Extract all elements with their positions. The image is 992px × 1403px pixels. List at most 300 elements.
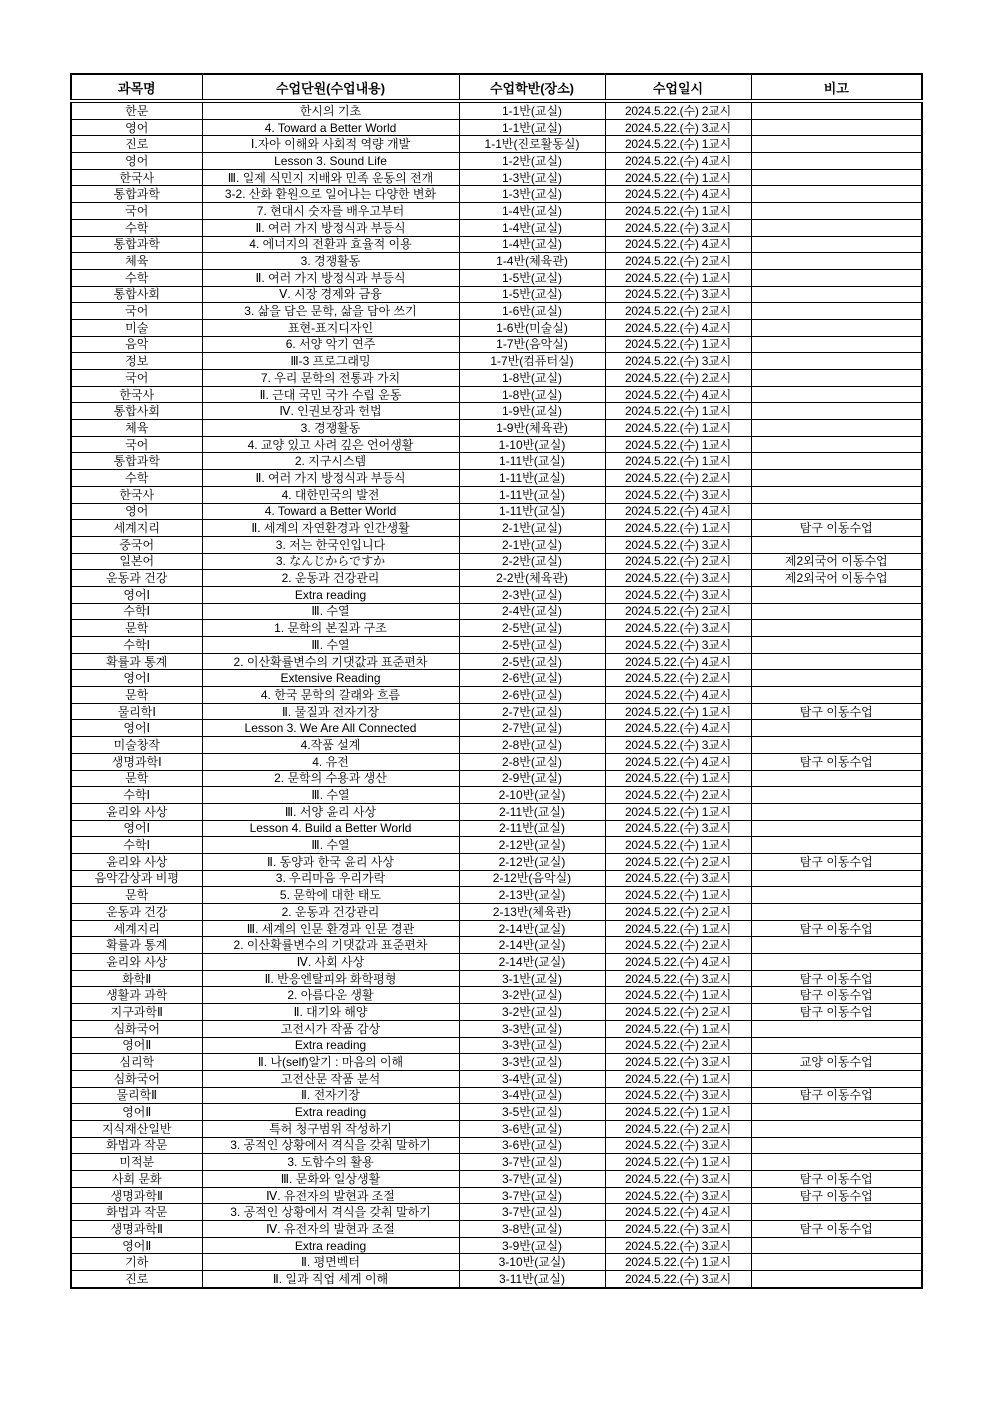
cell-unit: 3. なんじからですか	[202, 553, 459, 570]
table-row	[71, 837, 922, 854]
table-row	[71, 286, 922, 303]
cell-class-location: 1-2반(교실)	[459, 153, 605, 170]
cell-subject: 운동과 건강	[71, 904, 202, 921]
cell-note	[751, 887, 922, 904]
cell-note: 탐구 이동수업	[751, 1187, 922, 1204]
table-row	[71, 336, 922, 353]
cell-note	[751, 586, 922, 603]
cell-unit: Lesson 3. We Are All Connected	[202, 720, 459, 737]
cell-subject: 지구과학Ⅱ	[71, 1004, 202, 1021]
cell-datetime: 2024.5.22.(수) 1교시	[605, 1104, 751, 1121]
cell-datetime: 2024.5.22.(수) 1교시	[605, 269, 751, 286]
cell-unit: Ⅰ.자아 이해와 사회적 역량 개발	[202, 136, 459, 153]
cell-class-location: 2-11반(교실)	[459, 803, 605, 820]
cell-unit: 2. 문학의 수용과 생산	[202, 770, 459, 787]
cell-unit: 한시의 기초	[202, 101, 459, 119]
cell-subject: 생명과학Ⅰ	[71, 753, 202, 770]
table-row	[71, 1221, 922, 1238]
cell-unit: 3. 공적인 상황에서 격식을 갖춰 말하기	[202, 1204, 459, 1221]
cell-unit: 2. 운동과 건강관리	[202, 570, 459, 587]
cell-note	[751, 1120, 922, 1137]
cell-datetime: 2024.5.22.(수) 1교시	[605, 520, 751, 537]
cell-unit: 3-2. 산화 환원으로 일어나는 다양한 변화	[202, 186, 459, 203]
cell-subject: 국어	[71, 303, 202, 320]
cell-note: 탐구 이동수업	[751, 1087, 922, 1104]
cell-class-location: 1-7반(음악실)	[459, 336, 605, 353]
cell-unit: 7. 우리 문학의 전통과 가치	[202, 370, 459, 387]
cell-class-location: 2-8반(교실)	[459, 737, 605, 754]
cell-subject: 체육	[71, 420, 202, 437]
table-row	[71, 653, 922, 670]
cell-note	[751, 453, 922, 470]
cell-unit: Ⅱ. 일과 직업 세계 이해	[202, 1271, 459, 1288]
cell-note	[751, 420, 922, 437]
cell-datetime: 2024.5.22.(수) 1교시	[605, 703, 751, 720]
header-note: 비고	[751, 74, 922, 101]
cell-datetime: 2024.5.22.(수) 1교시	[605, 920, 751, 937]
cell-unit: Ⅲ. 세계의 인문 환경과 인문 경관	[202, 920, 459, 937]
cell-subject: 물리학Ⅱ	[71, 1087, 202, 1104]
cell-subject: 미술창작	[71, 737, 202, 754]
cell-note	[751, 1154, 922, 1171]
cell-note	[751, 136, 922, 153]
cell-note: 제2외국어 이동수업	[751, 570, 922, 587]
cell-unit: Lesson 4. Build a Better World	[202, 820, 459, 837]
table-header	[71, 74, 922, 101]
cell-subject: 세계지리	[71, 920, 202, 937]
cell-datetime: 2024.5.22.(수) 1교시	[605, 436, 751, 453]
cell-class-location: 2-2반(교실)	[459, 553, 605, 570]
cell-class-location: 2-8반(교실)	[459, 753, 605, 770]
cell-unit: 4. 한국 문학의 갈래와 흐름	[202, 687, 459, 704]
cell-datetime: 2024.5.22.(수) 1교시	[605, 1154, 751, 1171]
cell-unit: 3. 경쟁활동	[202, 420, 459, 437]
cell-class-location: 3-4반(교실)	[459, 1070, 605, 1087]
cell-datetime: 2024.5.22.(수) 1교시	[605, 1254, 751, 1271]
cell-note	[751, 653, 922, 670]
cell-class-location: 1-3반(교실)	[459, 186, 605, 203]
cell-note	[751, 403, 922, 420]
cell-note: 탐구 이동수업	[751, 1221, 922, 1238]
cell-class-location: 2-1반(교실)	[459, 536, 605, 553]
cell-datetime: 2024.5.22.(수) 3교시	[605, 1237, 751, 1254]
cell-class-location: 3-7반(교실)	[459, 1187, 605, 1204]
table-row	[71, 787, 922, 804]
cell-note	[751, 186, 922, 203]
table-row	[71, 503, 922, 520]
cell-note	[751, 1271, 922, 1288]
cell-datetime: 2024.5.22.(수) 4교시	[605, 753, 751, 770]
cell-datetime: 2024.5.22.(수) 4교시	[605, 186, 751, 203]
cell-subject: 영어Ⅱ	[71, 1037, 202, 1054]
cell-subject: 문학	[71, 620, 202, 637]
table-row	[71, 203, 922, 220]
table-row	[71, 420, 922, 437]
cell-class-location: 2-12반(음악실)	[459, 870, 605, 887]
cell-class-location: 3-4반(교실)	[459, 1087, 605, 1104]
cell-unit: Ⅱ. 여러 가지 방정식과 부등식	[202, 219, 459, 236]
cell-datetime: 2024.5.22.(수) 3교시	[605, 119, 751, 136]
header-row	[71, 74, 922, 101]
cell-class-location: 2-6반(교실)	[459, 670, 605, 687]
cell-datetime: 2024.5.22.(수) 3교시	[605, 1271, 751, 1288]
cell-class-location: 1-11반(교실)	[459, 503, 605, 520]
cell-subject: 한국사	[71, 386, 202, 403]
cell-class-location: 1-3반(교실)	[459, 169, 605, 186]
table-row	[71, 803, 922, 820]
cell-class-location: 2-13반(교실)	[459, 887, 605, 904]
cell-datetime: 2024.5.22.(수) 4교시	[605, 653, 751, 670]
cell-unit: 2. 이산확률변수의 기댓값과 표준편차	[202, 653, 459, 670]
table-row	[71, 169, 922, 186]
cell-subject: 진로	[71, 1271, 202, 1288]
cell-note	[751, 353, 922, 370]
table-row	[71, 970, 922, 987]
table-row	[71, 353, 922, 370]
cell-note	[751, 1070, 922, 1087]
cell-class-location: 2-13반(체육관)	[459, 904, 605, 921]
cell-class-location: 2-14반(교실)	[459, 954, 605, 971]
cell-class-location: 2-14반(교실)	[459, 920, 605, 937]
table-row	[71, 1187, 922, 1204]
cell-note	[751, 1237, 922, 1254]
cell-unit: Ⅲ. 수열	[202, 787, 459, 804]
header-subject: 과목명	[71, 74, 202, 101]
cell-subject: 한문	[71, 101, 202, 119]
cell-class-location: 1-4반(체육관)	[459, 253, 605, 270]
cell-datetime: 2024.5.22.(수) 3교시	[605, 1221, 751, 1238]
cell-unit: Ⅱ. 동양과 한국 윤리 사상	[202, 853, 459, 870]
table-row	[71, 987, 922, 1004]
cell-datetime: 2024.5.22.(수) 1교시	[605, 169, 751, 186]
cell-subject: 음악	[71, 336, 202, 353]
cell-class-location: 3-7반(교실)	[459, 1204, 605, 1221]
cell-datetime: 2024.5.22.(수) 2교시	[605, 553, 751, 570]
cell-unit: Ⅳ. 유전자의 발현과 조절	[202, 1187, 459, 1204]
cell-subject: 생명과학Ⅱ	[71, 1187, 202, 1204]
cell-subject: 화법과 작문	[71, 1204, 202, 1221]
cell-unit: 2. 지구시스템	[202, 453, 459, 470]
cell-unit: Ⅱ. 여러 가지 방정식과 부등식	[202, 470, 459, 487]
cell-datetime: 2024.5.22.(수) 3교시	[605, 1137, 751, 1154]
cell-unit: Ⅲ. 수열	[202, 603, 459, 620]
cell-class-location: 2-11반(교실)	[459, 820, 605, 837]
cell-class-location: 1-8반(교실)	[459, 370, 605, 387]
cell-subject: 통합사회	[71, 403, 202, 420]
cell-note	[751, 119, 922, 136]
cell-datetime: 2024.5.22.(수) 1교시	[605, 770, 751, 787]
cell-note	[751, 603, 922, 620]
cell-class-location: 2-2반(체육관)	[459, 570, 605, 587]
cell-unit: 3. 저는 한국인입니다	[202, 536, 459, 553]
cell-datetime: 2024.5.22.(수) 3교시	[605, 1087, 751, 1104]
cell-subject: 확률과 통계	[71, 653, 202, 670]
cell-subject: 통합과학	[71, 453, 202, 470]
cell-subject: 화학Ⅱ	[71, 970, 202, 987]
cell-subject: 수학	[71, 219, 202, 236]
cell-unit: Extra reading	[202, 1037, 459, 1054]
cell-datetime: 2024.5.22.(수) 1교시	[605, 803, 751, 820]
cell-datetime: 2024.5.22.(수) 2교시	[605, 904, 751, 921]
table-row	[71, 820, 922, 837]
cell-class-location: 3-11반(교실)	[459, 1271, 605, 1288]
cell-note	[751, 837, 922, 854]
cell-subject: 윤리와 사상	[71, 954, 202, 971]
class-schedule-table	[70, 73, 923, 1289]
cell-datetime: 2024.5.22.(수) 2교시	[605, 303, 751, 320]
cell-note	[751, 436, 922, 453]
cell-datetime: 2024.5.22.(수) 1교시	[605, 987, 751, 1004]
table-row	[71, 620, 922, 637]
cell-datetime: 2024.5.22.(수) 2교시	[605, 370, 751, 387]
table-row	[71, 1037, 922, 1054]
cell-subject: 중국어	[71, 536, 202, 553]
cell-class-location: 2-12반(교실)	[459, 837, 605, 854]
cell-subject: 음악감상과 비평	[71, 870, 202, 887]
cell-class-location: 3-7반(교실)	[459, 1171, 605, 1188]
cell-note	[751, 1137, 922, 1154]
cell-datetime: 2024.5.22.(수) 3교시	[605, 570, 751, 587]
cell-unit: Ⅲ. 문화와 일상생활	[202, 1171, 459, 1188]
cell-subject: 통합사회	[71, 286, 202, 303]
cell-subject: 심리학	[71, 1054, 202, 1071]
cell-class-location: 3-7반(교실)	[459, 1154, 605, 1171]
cell-datetime: 2024.5.22.(수) 3교시	[605, 353, 751, 370]
cell-class-location: 3-10반(교실)	[459, 1254, 605, 1271]
table-row	[71, 586, 922, 603]
table-row	[71, 1004, 922, 1021]
cell-note	[751, 470, 922, 487]
cell-datetime: 2024.5.22.(수) 3교시	[605, 637, 751, 654]
cell-subject: 생활과 과학	[71, 987, 202, 1004]
cell-datetime: 2024.5.22.(수) 2교시	[605, 1004, 751, 1021]
cell-datetime: 2024.5.22.(수) 3교시	[605, 586, 751, 603]
cell-class-location: 2-12반(교실)	[459, 853, 605, 870]
cell-class-location: 1-1반(교실)	[459, 101, 605, 119]
table-row	[71, 370, 922, 387]
cell-class-location: 3-2반(교실)	[459, 1004, 605, 1021]
cell-datetime: 2024.5.22.(수) 1교시	[605, 420, 751, 437]
cell-note	[751, 870, 922, 887]
cell-datetime: 2024.5.22.(수) 2교시	[605, 1120, 751, 1137]
cell-subject: 영어	[71, 119, 202, 136]
table-row	[71, 920, 922, 937]
cell-class-location: 2-7반(교실)	[459, 703, 605, 720]
cell-unit: 2. 아름다운 생활	[202, 987, 459, 1004]
cell-subject: 국어	[71, 436, 202, 453]
table-row	[71, 303, 922, 320]
table-row	[71, 1070, 922, 1087]
cell-unit: 2. 운동과 건강관리	[202, 904, 459, 921]
cell-datetime: 2024.5.22.(수) 4교시	[605, 319, 751, 336]
cell-datetime: 2024.5.22.(수) 2교시	[605, 787, 751, 804]
cell-datetime: 2024.5.22.(수) 2교시	[605, 670, 751, 687]
cell-subject: 기하	[71, 1254, 202, 1271]
cell-datetime: 2024.5.22.(수) 3교시	[605, 536, 751, 553]
cell-unit: 4.작품 설계	[202, 737, 459, 754]
cell-subject: 수학Ⅰ	[71, 603, 202, 620]
cell-unit: 고전시가 작품 감상	[202, 1020, 459, 1037]
cell-note	[751, 720, 922, 737]
cell-class-location: 1-9반(체육관)	[459, 420, 605, 437]
cell-subject: 확률과 통계	[71, 937, 202, 954]
table-row	[71, 737, 922, 754]
cell-note	[751, 904, 922, 921]
cell-unit: 3. 우리마음 우리가락	[202, 870, 459, 887]
cell-subject: 지식재산일반	[71, 1120, 202, 1137]
cell-class-location: 2-5반(교실)	[459, 637, 605, 654]
cell-class-location: 2-4반(교실)	[459, 603, 605, 620]
table-row	[71, 153, 922, 170]
cell-subject: 미적분	[71, 1154, 202, 1171]
cell-unit: Ⅲ. 서양 윤리 사상	[202, 803, 459, 820]
cell-subject: 영어	[71, 503, 202, 520]
cell-subject: 수학Ⅰ	[71, 787, 202, 804]
cell-note: 제2외국어 이동수업	[751, 553, 922, 570]
cell-datetime: 2024.5.22.(수) 3교시	[605, 870, 751, 887]
cell-note: 탐구 이동수업	[751, 987, 922, 1004]
cell-subject: 문학	[71, 770, 202, 787]
table-row	[71, 403, 922, 420]
cell-datetime: 2024.5.22.(수) 4교시	[605, 503, 751, 520]
cell-subject: 윤리와 사상	[71, 803, 202, 820]
table-row	[71, 269, 922, 286]
cell-note: 탐구 이동수업	[751, 1004, 922, 1021]
table-row	[71, 770, 922, 787]
cell-unit: Ⅴ. 시장 경제와 금융	[202, 286, 459, 303]
cell-note	[751, 253, 922, 270]
cell-unit: 4. Toward a Better World	[202, 119, 459, 136]
cell-subject: 사회 문화	[71, 1171, 202, 1188]
cell-subject: 수학Ⅰ	[71, 637, 202, 654]
cell-datetime: 2024.5.22.(수) 1교시	[605, 1020, 751, 1037]
cell-subject: 생명과학Ⅱ	[71, 1221, 202, 1238]
cell-note: 탐구 이동수업	[751, 703, 922, 720]
table-row	[71, 219, 922, 236]
cell-unit: Ⅳ. 사회 사상	[202, 954, 459, 971]
cell-unit: 5. 문학에 대한 태도	[202, 887, 459, 904]
cell-class-location: 1-11반(교실)	[459, 453, 605, 470]
cell-class-location: 1-9반(교실)	[459, 403, 605, 420]
cell-datetime: 2024.5.22.(수) 2교시	[605, 253, 751, 270]
cell-subject: 화법과 작문	[71, 1137, 202, 1154]
cell-class-location: 1-1반(진로활동실)	[459, 136, 605, 153]
cell-datetime: 2024.5.22.(수) 1교시	[605, 887, 751, 904]
table-row	[71, 1171, 922, 1188]
cell-note	[751, 1204, 922, 1221]
table-row	[71, 1020, 922, 1037]
cell-note	[751, 336, 922, 353]
table-row	[71, 186, 922, 203]
table-row	[71, 937, 922, 954]
cell-datetime: 2024.5.22.(수) 3교시	[605, 1054, 751, 1071]
cell-class-location: 3-3반(교실)	[459, 1020, 605, 1037]
schedule-body	[71, 101, 922, 1288]
cell-class-location: 3-5반(교실)	[459, 1104, 605, 1121]
cell-unit: Ⅳ. 유전자의 발현과 조절	[202, 1221, 459, 1238]
cell-class-location: 3-6반(교실)	[459, 1120, 605, 1137]
cell-unit: Ⅱ. 근대 국민 국가 수립 운동	[202, 386, 459, 403]
cell-note	[751, 737, 922, 754]
table-row	[71, 470, 922, 487]
cell-unit: 4. 교양 있고 사려 깊은 언어생활	[202, 436, 459, 453]
cell-class-location: 1-4반(교실)	[459, 219, 605, 236]
cell-note	[751, 286, 922, 303]
cell-datetime: 2024.5.22.(수) 1교시	[605, 336, 751, 353]
cell-class-location: 3-1반(교실)	[459, 970, 605, 987]
cell-unit: Ⅱ. 평면벡터	[202, 1254, 459, 1271]
table-row	[71, 1104, 922, 1121]
cell-unit: Ⅲ. 일제 식민지 지배와 민족 운동의 전개	[202, 169, 459, 186]
cell-note: 탐구 이동수업	[751, 970, 922, 987]
cell-note: 탐구 이동수업	[751, 1171, 922, 1188]
cell-unit: Ⅱ. 물질과 전자기장	[202, 703, 459, 720]
cell-note: 탐구 이동수업	[751, 753, 922, 770]
cell-unit: 4. 대한민국의 발전	[202, 486, 459, 503]
table-row	[71, 101, 922, 119]
cell-unit: Ⅲ. 수열	[202, 837, 459, 854]
cell-unit: 6. 서양 악기 연주	[202, 336, 459, 353]
cell-unit: Extra reading	[202, 586, 459, 603]
cell-class-location: 1-5반(교실)	[459, 269, 605, 286]
cell-note	[751, 153, 922, 170]
table-row	[71, 753, 922, 770]
cell-unit: Ⅱ. 여러 가지 방정식과 부등식	[202, 269, 459, 286]
cell-class-location: 1-11반(교실)	[459, 486, 605, 503]
cell-note	[751, 1020, 922, 1037]
cell-note	[751, 319, 922, 336]
cell-unit: Ⅲ-3 프로그래밍	[202, 353, 459, 370]
table-row	[71, 1154, 922, 1171]
table-row	[71, 1120, 922, 1137]
cell-subject: 영어	[71, 153, 202, 170]
cell-unit: Extra reading	[202, 1237, 459, 1254]
cell-class-location: 1-5반(교실)	[459, 286, 605, 303]
cell-class-location: 2-10반(교실)	[459, 787, 605, 804]
cell-datetime: 2024.5.22.(수) 4교시	[605, 954, 751, 971]
cell-note	[751, 820, 922, 837]
cell-unit: 3. 공적인 상황에서 격식을 갖춰 말하기	[202, 1137, 459, 1154]
cell-subject: 세계지리	[71, 520, 202, 537]
cell-subject: 문학	[71, 687, 202, 704]
cell-class-location: 3-8반(교실)	[459, 1221, 605, 1238]
cell-subject: 진로	[71, 136, 202, 153]
cell-class-location: 2-5반(교실)	[459, 653, 605, 670]
cell-datetime: 2024.5.22.(수) 1교시	[605, 136, 751, 153]
cell-note	[751, 203, 922, 220]
header-datetime: 수업일시	[605, 74, 751, 101]
header-unit: 수업단원(수업내용)	[202, 74, 459, 101]
cell-unit: 3. 삶을 담은 문학, 삶을 담아 쓰기	[202, 303, 459, 320]
table-row	[71, 954, 922, 971]
cell-subject: 수학	[71, 470, 202, 487]
cell-class-location: 3-6반(교실)	[459, 1137, 605, 1154]
cell-subject: 정보	[71, 353, 202, 370]
table-row	[71, 453, 922, 470]
cell-subject: 체육	[71, 253, 202, 270]
cell-subject: 한국사	[71, 486, 202, 503]
table-row	[71, 637, 922, 654]
table-row	[71, 1237, 922, 1254]
cell-note	[751, 386, 922, 403]
cell-subject: 수학	[71, 269, 202, 286]
cell-class-location: 2-14반(교실)	[459, 937, 605, 954]
cell-note	[751, 803, 922, 820]
cell-subject: 영어Ⅰ	[71, 670, 202, 687]
cell-note	[751, 236, 922, 253]
header-class-location: 수업학반(장소)	[459, 74, 605, 101]
cell-class-location: 3-3반(교실)	[459, 1054, 605, 1071]
